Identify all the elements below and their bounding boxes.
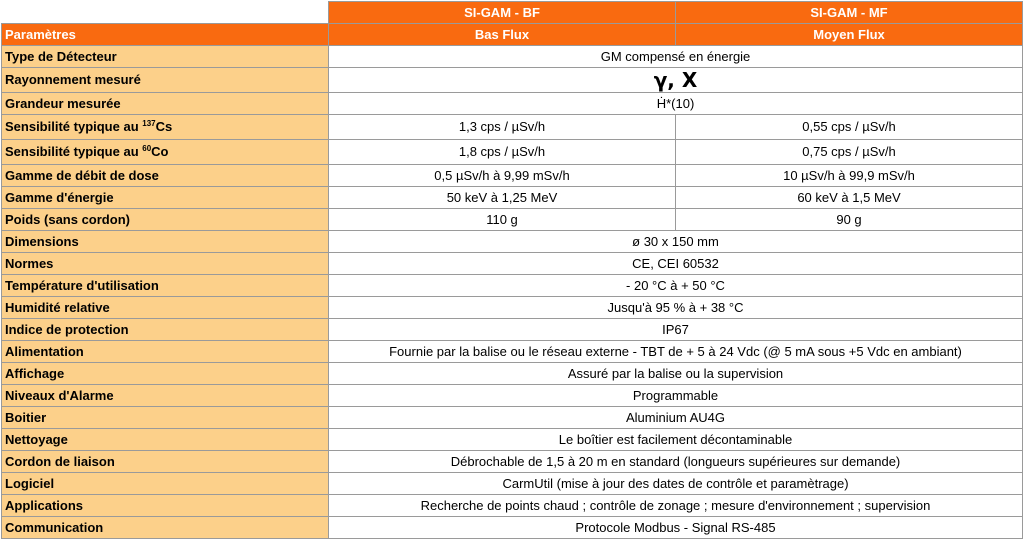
row-label-software: Logiciel <box>2 473 329 495</box>
value-software: CarmUtil (mise à jour des dates de contrôle et paramètrage) <box>329 473 1023 495</box>
table-row <box>2 341 1023 363</box>
table-row <box>2 319 1023 341</box>
col-bf-title: SI-GAM - BF <box>329 2 676 24</box>
table-row <box>2 495 1023 517</box>
value-weight-mf: 90 g <box>676 209 1023 231</box>
value-applications: Recherche de points chaud ; contrôle de zonage ; mesure d'environnement ; supervision <box>329 495 1023 517</box>
table-row <box>2 93 1023 115</box>
header-row-models <box>2 2 1023 24</box>
table-row <box>2 275 1023 297</box>
value-cable: Débrochable de 1,5 à 20 m en standard (longueurs supérieures sur demande) <box>329 451 1023 473</box>
row-label-housing: Boitier <box>2 407 329 429</box>
value-protection: IP67 <box>329 319 1023 341</box>
col-mf-title: SI-GAM - MF <box>676 2 1023 24</box>
value-sens-cs-bf: 1,3 cps / µSv/h <box>329 115 676 140</box>
value-standards: CE, CEI 60532 <box>329 253 1023 275</box>
value-sens-co-mf: 0,75 cps / µSv/h <box>676 140 1023 165</box>
col-bf-subtitle: Bas Flux <box>329 24 676 46</box>
value-communication: Protocole Modbus - Signal RS-485 <box>329 517 1023 539</box>
value-dose-rate-range-mf: 10 µSv/h à 99,9 mSv/h <box>676 165 1023 187</box>
isotope-symbol-co: Co <box>151 144 169 159</box>
row-label-sens-cs <box>2 115 329 140</box>
table-row <box>2 115 1023 140</box>
table-row <box>2 231 1023 253</box>
value-weight-bf: 110 g <box>329 209 676 231</box>
row-label-weight: Poids (sans cordon) <box>2 209 329 231</box>
row-label-dimensions: Dimensions <box>2 231 329 253</box>
row-label-sens-co <box>2 140 329 165</box>
label-sens-cs-text: Sensibilité typique au <box>5 119 143 134</box>
row-label-protection: Indice de protection <box>2 319 329 341</box>
row-label-power: Alimentation <box>2 341 329 363</box>
isotope-mass-cs: 137 <box>142 119 156 128</box>
value-quantity: Ḣ*(10) <box>329 93 1023 115</box>
value-radiation: γ, X <box>329 68 1023 93</box>
row-label-temperature: Température d'utilisation <box>2 275 329 297</box>
table-row <box>2 363 1023 385</box>
table-row <box>2 297 1023 319</box>
table-row <box>2 473 1023 495</box>
row-label-display: Affichage <box>2 363 329 385</box>
label-sens-co-text: Sensibilité typique au <box>5 144 143 159</box>
row-label-applications: Applications <box>2 495 329 517</box>
isotope-mass-co: 60 <box>142 144 152 153</box>
col-mf-subtitle: Moyen Flux <box>676 24 1023 46</box>
table-row <box>2 517 1023 539</box>
table-row <box>2 451 1023 473</box>
value-housing: Aluminium AU4G <box>329 407 1023 429</box>
value-humidity: Jusqu'à 95 % à + 38 °C <box>329 297 1023 319</box>
value-dimensions: ø 30 x 150 mm <box>329 231 1023 253</box>
table-row <box>2 209 1023 231</box>
row-label-radiation: Rayonnement mesuré <box>2 68 329 93</box>
table-row <box>2 385 1023 407</box>
table-row <box>2 140 1023 165</box>
table-row <box>2 407 1023 429</box>
table-row <box>2 187 1023 209</box>
row-label-communication: Communication <box>2 517 329 539</box>
row-label-cable: Cordon de liaison <box>2 451 329 473</box>
row-label-energy-range: Gamme d'énergie <box>2 187 329 209</box>
value-power: Fournie par la balise ou le réseau externe - TBT de + 5 à 24 Vdc (@ 5 mA sous +5 Vdc en ambiant) <box>329 341 1023 363</box>
table-row <box>2 253 1023 275</box>
value-sens-co-bf: 1,8 cps / µSv/h <box>329 140 676 165</box>
value-energy-range-mf: 60 keV à 1,5 MeV <box>676 187 1023 209</box>
value-cleaning: Le boîtier est facilement décontaminable <box>329 429 1023 451</box>
header-blank-cell <box>2 2 329 24</box>
header-row-flux <box>2 24 1023 46</box>
value-alarm-levels: Programmable <box>329 385 1023 407</box>
table-row <box>2 429 1023 451</box>
row-label-dose-rate-range: Gamme de débit de dose <box>2 165 329 187</box>
row-label-cleaning: Nettoyage <box>2 429 329 451</box>
row-label-detector-type: Type de Détecteur <box>2 46 329 68</box>
value-energy-range-bf: 50 keV à 1,25 MeV <box>329 187 676 209</box>
row-label-standards: Normes <box>2 253 329 275</box>
table-row <box>2 68 1023 93</box>
value-sens-cs-mf: 0,55 cps / µSv/h <box>676 115 1023 140</box>
row-label-alarm-levels: Niveaux d'Alarme <box>2 385 329 407</box>
value-display: Assuré par la balise ou la supervision <box>329 363 1023 385</box>
value-detector-type: GM compensé en énergie <box>329 46 1023 68</box>
params-label: Paramètres <box>2 24 329 46</box>
value-temperature: - 20 °C à + 50 °C <box>329 275 1023 297</box>
isotope-symbol-cs: Cs <box>155 119 173 134</box>
table-row <box>2 165 1023 187</box>
spec-table <box>1 1 1023 539</box>
table-row <box>2 46 1023 68</box>
value-dose-rate-range-bf: 0,5 µSv/h à 9,99 mSv/h <box>329 165 676 187</box>
row-label-quantity: Grandeur mesurée <box>2 93 329 115</box>
row-label-humidity: Humidité relative <box>2 297 329 319</box>
